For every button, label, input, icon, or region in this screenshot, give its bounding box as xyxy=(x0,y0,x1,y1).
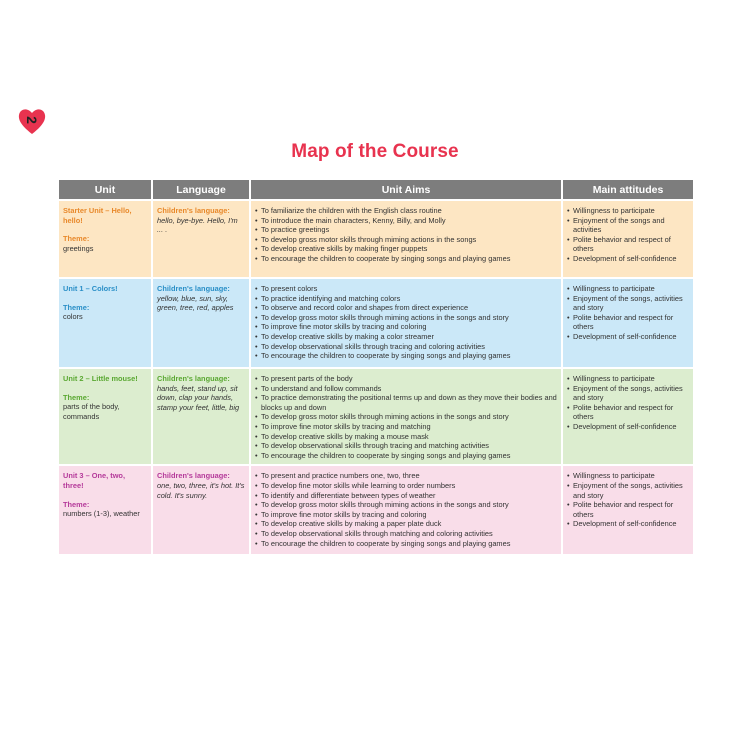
language-text: hands, feet, stand up, sit down, clap your hands, stamp your feet, little, big xyxy=(157,383,240,412)
header-main-attitudes: Main attitudes xyxy=(563,180,693,199)
language-label: Children's language: xyxy=(157,471,230,481)
attitudes-list xyxy=(567,206,689,264)
table-row xyxy=(59,201,693,277)
language-cell xyxy=(153,466,249,554)
unit-title: Starter Unit – Hello, hello! xyxy=(63,206,132,225)
attitudes-cell xyxy=(563,279,693,367)
attitudes-list xyxy=(567,374,689,432)
list-item: • To develop creative skills by making a paper plate duck xyxy=(255,519,557,529)
list-item: • To understand and follow commands xyxy=(255,384,557,394)
attitudes-cell xyxy=(563,466,693,554)
language-label: Children's language: xyxy=(157,284,230,293)
list-item: • To introduce the main characters, Kenny, Billy, and Molly xyxy=(255,216,557,226)
unit-cell xyxy=(59,466,151,554)
list-item: • To develop gross motor skills through miming actions in the songs and story xyxy=(255,313,557,323)
header-unit-aims: Unit Aims xyxy=(251,180,561,199)
page-title: Map of the Course xyxy=(291,141,459,162)
list-item: • To develop observational skills through tracing and matching activities xyxy=(255,441,557,451)
list-item: • To present colors xyxy=(255,284,557,294)
table-row xyxy=(59,466,693,554)
list-item: • Development of self-confidence xyxy=(567,332,689,342)
list-item: • To improve fine motor skills by tracing and coloring xyxy=(255,510,557,520)
list-item: • Willingness to participate xyxy=(567,206,689,216)
unit-title: Unit 3 – One, two, three! xyxy=(63,471,126,490)
theme-label: Theme: xyxy=(63,234,90,244)
theme-text: parts of the body, commands xyxy=(63,402,120,421)
list-item: • To practice greetings xyxy=(255,225,557,235)
theme-label: Theme: xyxy=(63,499,90,509)
list-item: • To develop gross motor skills through miming actions in the songs and story xyxy=(255,500,557,510)
aims-cell xyxy=(251,279,561,367)
language-cell xyxy=(153,201,249,277)
attitudes-list xyxy=(567,471,689,529)
unit-cell xyxy=(59,369,151,464)
theme-text: numbers (1-3), weather xyxy=(63,509,140,519)
list-item: • To develop creative skills by making finger puppets xyxy=(255,244,557,254)
language-cell xyxy=(153,369,249,464)
list-item: • Development of self-confidence xyxy=(567,422,689,432)
language-text: one, two, three, it's hot. It's cold. It's sunny. xyxy=(157,480,245,500)
list-item: • To present and practice numbers one, two, three xyxy=(255,471,557,481)
unit-cell xyxy=(59,279,151,367)
list-item: • Polite behavior and respect of others xyxy=(567,235,689,254)
header-unit: Unit xyxy=(59,180,151,199)
list-item: • Enjoyment of the songs, activities and story xyxy=(567,294,689,313)
theme-label: Theme: xyxy=(63,392,90,402)
list-item: • To develop creative skills by making a mouse mask xyxy=(255,432,557,442)
unit-title: Unit 1 – Colors! xyxy=(63,284,118,293)
list-item: • To develop gross motor skills through miming actions in the songs xyxy=(255,235,557,245)
language-text: yellow, blue, sun, sky, green, tree, red, apples xyxy=(157,293,234,313)
list-item: • To develop observational skills through matching and coloring activities xyxy=(255,529,557,539)
aims-cell xyxy=(251,201,561,277)
list-item: • Polite behavior and respect for others xyxy=(567,500,689,519)
list-item: • Polite behavior and respect for others xyxy=(567,313,689,332)
aims-list xyxy=(255,471,557,548)
list-item: • Enjoyment of the songs, activities and story xyxy=(567,384,689,403)
aims-list xyxy=(255,284,557,361)
list-item: • Development of self-confidence xyxy=(567,254,689,264)
list-item: • To observe and record color and shapes from direct experience xyxy=(255,303,557,313)
theme-label: Theme: xyxy=(63,302,90,312)
list-item: • To develop gross motor skills through miming actions in the songs and story xyxy=(255,412,557,422)
aims-cell xyxy=(251,369,561,464)
list-item: • Willingness to participate xyxy=(567,284,689,294)
table-row xyxy=(59,369,693,464)
list-item: • To improve fine motor skills by tracing and coloring xyxy=(255,322,557,332)
list-item: • To familiarize the children with the English class routine xyxy=(255,206,557,216)
list-item: • Willingness to participate xyxy=(567,374,689,384)
attitudes-cell xyxy=(563,201,693,277)
table-header-row xyxy=(59,180,693,199)
list-item: • To practice demonstrating the positional terms up and down as they move their bodies and blocks up and down xyxy=(255,393,557,412)
list-item: • To encourage the children to cooperate by singing songs and playing games xyxy=(255,451,557,461)
list-item: • To encourage the children to cooperate by singing songs and playing games xyxy=(255,539,557,549)
list-item: • To encourage the children to cooperate by singing songs and playing games xyxy=(255,254,557,264)
list-item: • To develop creative skills by making a color streamer xyxy=(255,332,557,342)
theme-text: greetings xyxy=(63,243,94,253)
list-item: • To identify and differentiate between types of weather xyxy=(255,491,557,501)
attitudes-list xyxy=(567,284,689,342)
language-label: Children's language: xyxy=(157,374,230,383)
list-item: • Development of self-confidence xyxy=(567,519,689,529)
list-item: • Polite behavior and respect for others xyxy=(567,403,689,422)
list-item: • Enjoyment of the songs and activities xyxy=(567,216,689,235)
course-map-table xyxy=(57,178,695,556)
unit-cell xyxy=(59,201,151,277)
header-language: Language xyxy=(153,180,249,199)
page-number-badge xyxy=(17,107,47,135)
page-number: 2 xyxy=(24,116,40,124)
list-item: • To present parts of the body xyxy=(255,374,557,384)
list-item: • To develop fine motor skills while learning to order numbers xyxy=(255,481,557,491)
language-text: hello, bye-bye. Hello, I'm ... . xyxy=(157,215,238,235)
table-row xyxy=(59,279,693,367)
list-item: • To improve fine motor skills by tracing and matching xyxy=(255,422,557,432)
list-item: • To develop observational skills through tracing and coloring activities xyxy=(255,342,557,352)
list-item: • Enjoyment of the songs, activities and story xyxy=(567,481,689,500)
attitudes-cell xyxy=(563,369,693,464)
unit-title: Unit 2 – Little mouse! xyxy=(63,374,138,383)
language-label: Children's language: xyxy=(157,206,230,215)
list-item: • To encourage the children to cooperate by singing songs and playing games xyxy=(255,351,557,361)
aims-list xyxy=(255,206,557,264)
list-item: • Willingness to participate xyxy=(567,471,689,481)
aims-list xyxy=(255,374,557,460)
language-cell xyxy=(153,279,249,367)
theme-text: colors xyxy=(63,312,83,322)
aims-cell xyxy=(251,466,561,554)
list-item: • To practice identifying and matching colors xyxy=(255,294,557,304)
